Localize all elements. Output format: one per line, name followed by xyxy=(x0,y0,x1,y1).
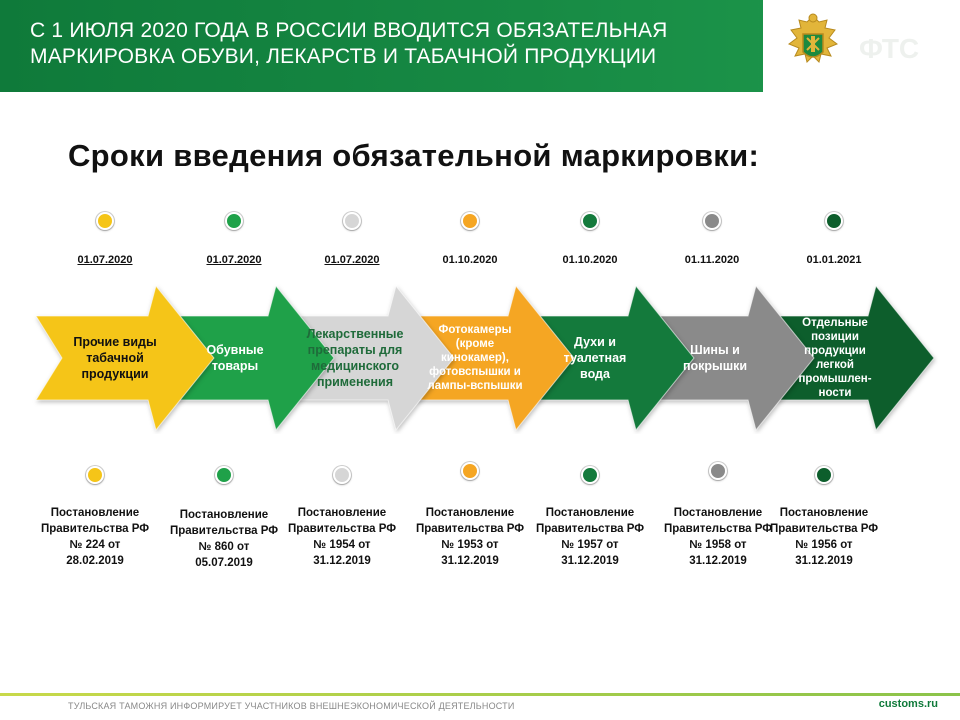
stage-date-1: 01.07.2020 xyxy=(77,254,133,266)
arrow-label-4 xyxy=(420,316,530,400)
timeline-dot-bottom-4 xyxy=(461,462,479,480)
decree-line: Постановление xyxy=(545,507,635,519)
arrow-label-1 xyxy=(60,316,170,400)
arrow-label-line: кинокамер), xyxy=(441,352,509,364)
decree-line: № 1958 от xyxy=(689,539,747,551)
decree-line: 05.07.2019 xyxy=(195,557,253,569)
stage-date-7: 01.01.2021 xyxy=(806,254,862,266)
timeline-dot-bottom-2 xyxy=(215,466,233,484)
arrow-label-line: Прочие виды xyxy=(73,335,157,349)
stage-date-3: 01.07.2020 xyxy=(324,254,380,266)
decree-text-3 xyxy=(278,505,406,569)
arrow-label-6 xyxy=(660,316,770,400)
timeline-dot-top-6 xyxy=(703,212,721,230)
arrow-label-2 xyxy=(180,316,290,400)
page-title xyxy=(30,18,730,70)
arrow-label-line: ности xyxy=(818,387,852,399)
decree-line: № 1956 от xyxy=(795,539,853,551)
decree-line: Правительства РФ xyxy=(769,523,879,535)
decree-line: Правительства РФ xyxy=(287,523,397,535)
decree-line: № 224 от xyxy=(69,539,121,551)
arrow-label-line: Фотокамеры xyxy=(438,324,512,336)
timeline-dot-top-7 xyxy=(825,212,843,230)
bottom-dot-row xyxy=(0,464,960,488)
decree-line: 31.12.2019 xyxy=(795,555,853,567)
decree-line: 31.12.2019 xyxy=(441,555,499,567)
timeline-dot-top-5 xyxy=(581,212,599,230)
timeline-dot-bottom-1 xyxy=(86,466,104,484)
arrow-label-line: продукции xyxy=(804,345,866,357)
decree-line: Правительства РФ xyxy=(663,523,773,535)
footer-divider xyxy=(0,693,960,696)
decree-line: Правительства РФ xyxy=(415,523,525,535)
customs-emblem-icon xyxy=(763,0,960,92)
arrow-label-line: препараты для xyxy=(307,343,403,357)
arrow-label-line: позиции xyxy=(811,331,859,343)
decree-line: № 1957 от xyxy=(561,539,619,551)
footer-text: ТУЛЬСКАЯ ТАМОЖНЯ ИНФОРМИРУЕТ УЧАСТНИКОВ ВНЕШНЕЭКОНОМИЧЕСКОЙ ДЕЯТЕЛЬНОСТИ xyxy=(68,701,515,711)
arrow-label-line: (кроме xyxy=(455,338,495,350)
arrow-label-7 xyxy=(780,316,890,400)
stage-date-5: 01.10.2020 xyxy=(562,254,618,266)
svg-text:ФТС: ФТС xyxy=(859,33,920,64)
logo-panel xyxy=(763,0,960,92)
arrow-label-line: покрышки xyxy=(682,359,748,373)
decree-text-4 xyxy=(406,505,534,569)
decree-line: Правительства РФ xyxy=(40,523,150,535)
arrow-label-line: фотовспышки и xyxy=(429,366,521,378)
arrow-label-5 xyxy=(540,316,650,400)
arrow-label-line: медицинского xyxy=(310,359,400,373)
section-heading: Сроки введения обязательной маркировки: xyxy=(68,138,760,173)
decree-line: Правительства РФ xyxy=(535,523,645,535)
decree-line: 31.12.2019 xyxy=(313,555,371,567)
arrow-label-line: Шины и xyxy=(690,343,740,357)
decree-text-5 xyxy=(526,505,654,569)
arrow-label-line: Отдельные xyxy=(802,317,868,329)
footer-site-link[interactable]: customs.ru xyxy=(878,698,938,710)
arrow-label-line: туалетная xyxy=(563,351,627,365)
decree-line: Постановление xyxy=(673,507,763,519)
decree-line: Постановление xyxy=(297,507,387,519)
timeline-dot-top-1 xyxy=(96,212,114,230)
decree-line: Постановление xyxy=(50,507,140,519)
decree-text-2 xyxy=(160,507,288,571)
arrow-label-line: Лекарственные xyxy=(306,327,404,341)
arrow-label-line: легкой xyxy=(815,359,855,371)
arrow-label-line: товары xyxy=(211,359,259,373)
stage-date-6: 01.11.2020 xyxy=(684,254,740,266)
title-line-2: МАРКИРОВКА ОБУВИ, ЛЕКАРСТВ И ТАБАЧНОЙ ПРОДУКЦИИ xyxy=(30,45,657,68)
decree-line: № 1953 от xyxy=(441,539,499,551)
timeline-dot-top-3 xyxy=(343,212,361,230)
header-banner xyxy=(0,0,960,92)
arrow-label-line: промышлен- xyxy=(798,373,872,385)
stage-date-4: 01.10.2020 xyxy=(442,254,498,266)
timeline-dot-top-4 xyxy=(461,212,479,230)
arrow-label-line: продукции xyxy=(81,367,149,381)
timeline-dot-bottom-6 xyxy=(709,462,727,480)
arrow-label-line: применения xyxy=(316,375,394,389)
decree-line: Постановление xyxy=(779,507,869,519)
decree-line: 28.02.2019 xyxy=(66,555,124,567)
arrow-label-line: Обувные xyxy=(206,343,264,357)
decree-line: № 860 от xyxy=(198,541,250,553)
decree-line: Правительства РФ xyxy=(169,525,279,537)
decree-line: 31.12.2019 xyxy=(561,555,619,567)
arrow-label-line: вода xyxy=(580,367,610,381)
decree-text-7 xyxy=(760,505,888,569)
arrow-label-line: Духи и xyxy=(574,335,616,349)
stage-date-2: 01.07.2020 xyxy=(206,254,262,266)
decree-line: 31.12.2019 xyxy=(689,555,747,567)
top-dot-row xyxy=(0,212,960,236)
arrow-label-line: лампы-вспышки xyxy=(427,380,523,392)
title-line-1: С 1 ИЮЛЯ 2020 ГОДА В РОССИИ ВВОДИТСЯ ОБЯЗАТЕЛЬНАЯ xyxy=(30,19,668,42)
timeline-dot-top-2 xyxy=(225,212,243,230)
decree-text-1 xyxy=(31,505,159,569)
timeline-dot-bottom-5 xyxy=(581,466,599,484)
arrow-label-3 xyxy=(300,316,410,400)
timeline-dot-bottom-3 xyxy=(333,466,351,484)
decree-line: Постановление xyxy=(179,509,269,521)
arrow-label-line: табачной xyxy=(86,351,144,365)
timeline-dot-bottom-7 xyxy=(815,466,833,484)
decree-line: Постановление xyxy=(425,507,515,519)
decree-line: № 1954 от xyxy=(313,539,371,551)
